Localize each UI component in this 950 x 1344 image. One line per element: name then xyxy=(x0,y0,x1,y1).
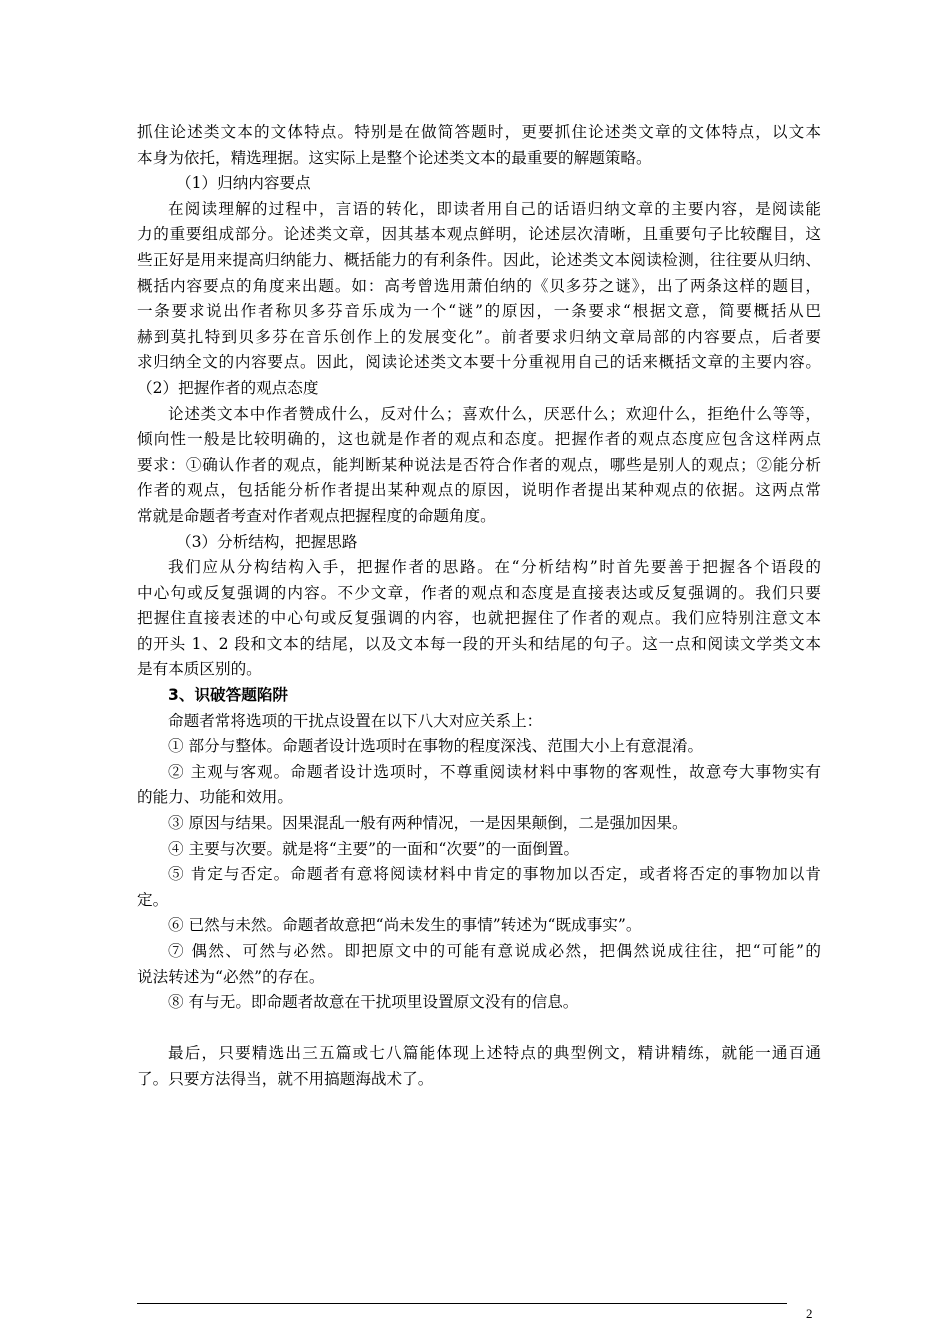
text-line: （3）分析结构，把握思路 xyxy=(176,532,358,551)
text-line: ⑤ 肯定与否定。命题者有意将阅读材料中肯定的事物加以否定，或者将否定的事物加以肯 xyxy=(168,865,821,884)
section-heading: 3、识破答题陷阱 xyxy=(168,686,289,705)
text-line: ⑧ 有与无。即命题者故意在干扰项里设置原文没有的信息。 xyxy=(168,993,579,1012)
text-line: 些正好是用来提高归纳能力、概括能力的有利条件。因此，论述类文本阅读检测，往往要从归纳、 xyxy=(137,250,821,269)
text-line: 命题者常将选项的干扰点设置在以下八大对应关系上： xyxy=(168,711,543,730)
text-line: 力的重要组成部分。论述类文章，因其基本观点鲜明，论述层次清晰，且重要句子比较醒目，这 xyxy=(137,225,821,244)
page-number: 2 xyxy=(806,1306,813,1321)
blank-line xyxy=(137,1016,821,1042)
text-line: 了。只要方法得当，就不用搞题海战术了。 xyxy=(137,1069,434,1088)
text-line: ④ 主要与次要。就是将“主要”的一面和“次要”的一面倒置。 xyxy=(168,839,580,858)
text-line: （2）把握作者的观点态度 xyxy=(137,378,319,397)
text-line: 一条要求说出作者称贝多芬音乐成为一个“谜”的原因，一条要求“根据文意，简要概括从巴 xyxy=(137,302,821,321)
text-line: 最后，只要精选出三五篇或七八篇能体现上述特点的典型例文，精讲精练，就能一通百通 xyxy=(168,1044,821,1063)
text-line: 赫到莫扎特到贝多芬在音乐创作上的发展变化”。前者要求归纳文章局部的内容要点，后者要 xyxy=(137,327,821,346)
text-line: 的能力、功能和效用。 xyxy=(137,788,293,807)
document-body xyxy=(137,120,821,1093)
text-line: 说法转述为“必然”的存在。 xyxy=(137,967,325,986)
text-line: 要求：①确认作者的观点，能判断某种说法是否符合作者的观点，哪些是别人的观点；②能分析 xyxy=(137,455,821,474)
text-line: （1）归纳内容要点 xyxy=(176,174,311,193)
text-line: 中心句或反复强调的内容。不少文章，作者的观点和态度是直接表达或反复强调的。我们只要 xyxy=(137,583,821,602)
text-line: 论述类文本中作者赞成什么，反对什么；喜欢什么，厌恶什么；欢迎什么，拒绝什么等等， xyxy=(168,404,821,423)
text-line: 抓住论述类文本的文体特点。特别是在做简答题时，更要抓住论述类文章的文体特点，以文本 xyxy=(137,123,821,141)
text-line: ⑦ 偶然、可然与必然。即把原文中的可能有意说成必然，把偶然说成往往，把“可能”的 xyxy=(168,942,821,960)
text-line: 我们应从分构结构入手，把握作者的思路。在“分析结构”时首先要善于把握各个语段的 xyxy=(168,558,821,577)
text-line: 是有本质区别的。 xyxy=(137,660,262,679)
text-line: 本身为依托，精选理据。这实际上是整个论述类文本的最重要的解题策略。 xyxy=(137,148,652,167)
footer-divider xyxy=(137,1303,787,1304)
text-line: ⑥ 已然与未然。命题者故意把“尚未发生的事情”转述为“既成事实”。 xyxy=(168,916,642,935)
text-line: 定。 xyxy=(137,890,169,909)
text-line: ② 主观与客观。命题者设计选项时，不尊重阅读材料中事物的客观性，故意夸大事物实有 xyxy=(168,762,821,781)
text-line: 把握住直接表述的中心句或反复强调的内容，也就把握住了作者的观点。我们应特别注意文本 xyxy=(137,609,821,628)
text-line: 在阅读理解的过程中，言语的转化，即读者用自己的话语归纳文章的主要内容，是阅读能 xyxy=(168,199,821,218)
text-line: ① 部分与整体。命题者设计选项时在事物的程度深浅、范围大小上有意混淆。 xyxy=(168,737,704,756)
text-line: 常就是命题者考查对作者观点把握程度的命题角度。 xyxy=(137,506,496,525)
text-line: 的开头 1、2 段和文本的结尾，以及文本每一段的开头和结尾的句子。这一点和阅读文学类文本 xyxy=(137,634,821,653)
text-line: 概括内容要点的角度来出题。如：高考曾选用萧伯纳的《贝多芬之谜》，出了两条这样的题目， xyxy=(137,276,821,295)
text-line: 倾向性一般是比较明确的，这也就是作者的观点和态度。把握作者的观点态度应包含这样两点 xyxy=(137,430,821,449)
text-line: 作者的观点，包括能分析作者提出某种观点的原因，说明作者提出某种观点的依据。这两点常 xyxy=(137,481,821,500)
text-line: 求归纳全文的内容要点。因此，阅读论述类文本要十分重视用自己的话来概括文章的主要内容。 xyxy=(137,353,821,372)
text-line: ③ 原因与结果。因果混乱一般有两种情况，一是因果颠倒，二是强加因果。 xyxy=(168,814,688,833)
